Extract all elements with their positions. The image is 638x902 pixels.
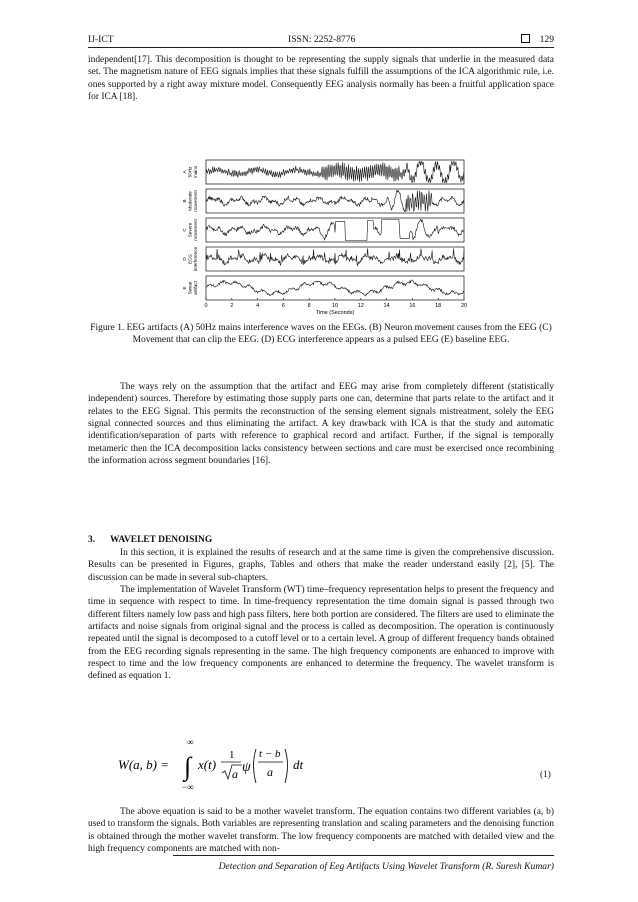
eeg-artifacts-figure <box>180 158 470 316</box>
eq-integral: ∫ <box>184 752 192 781</box>
eeg-panel-c <box>182 218 464 242</box>
panel-label-line1: Moderate <box>187 191 193 211</box>
panel-letter: C <box>182 228 187 232</box>
panel-label-line1: Severe <box>187 222 193 238</box>
section-title: WAVELET DENOISING <box>110 535 213 545</box>
footer-rule <box>173 855 554 856</box>
panel-label-line1: Sweat <box>187 281 193 295</box>
eeg-panel-d <box>182 246 464 271</box>
eq-lower-limit: −∞ <box>182 782 194 792</box>
paragraph-mother-wavelet: The above equation is said to be a mother wavelet transform. The equation contains two different variables (a, b) used to transform the signals. Both variables are representing translation and scaling parameters and the denoising function is obtained through the mother wavelet transform. The low frequency components are matched with detailed view and the high frequency components are matched with non- <box>88 807 554 855</box>
x-tick-label: 14 <box>383 303 390 309</box>
panel-label-line2: movement <box>193 190 198 212</box>
x-tick-label: 8 <box>307 303 311 309</box>
panel-label <box>182 246 198 271</box>
panel-letter: A <box>182 170 187 174</box>
eeg-trace-c <box>206 220 464 241</box>
panel-letter: E <box>182 286 187 290</box>
eq-right-paren <box>285 749 288 783</box>
eq-psi: ψ <box>242 760 251 775</box>
eeg-trace-a <box>206 162 464 183</box>
section-number: 3. <box>88 535 96 545</box>
equation-number: (1) <box>540 770 551 780</box>
x-tick-label: 6 <box>281 303 285 309</box>
x-tick-label: 10 <box>331 303 339 309</box>
eq-lhs: W(a, b) = <box>118 757 170 772</box>
eeg-panel-b <box>182 189 464 213</box>
header-rule <box>88 47 554 48</box>
x-tick-label: 4 <box>256 303 260 309</box>
eq-t-minus-b: t − b <box>259 748 281 760</box>
figure-caption: Figure 1. EEG artifacts (A) 50Hz mains interference waves on the EEGs. (B) Neuron movement causes from the EEG (C) Movement that can clip the EEG. (D) ECG interference appears as a pulsed EEG (E) baseline EEG. <box>90 323 552 346</box>
eq-one: 1 <box>229 749 235 761</box>
x-axis-label: Time (Seconds) <box>315 310 355 316</box>
x-tick-label: 0 <box>204 303 208 309</box>
checkbox-square-icon <box>521 34 530 43</box>
eeg-panel-a <box>182 160 464 184</box>
x-tick-label: 2 <box>230 303 234 309</box>
paragraph-ica: The ways rely on the assumption that the artifact and EEG may arise from completely different (statistically independent) sources. Therefore by estimating those supply parts one can, determine that parts relate to the artifact and it relates to the EEG Signal. This permits the reconstruction of the sensing element signals mistreatment, solely the EEG signal connected sources and thus eliminating the artifact. A key drawback with ICA is that the study and automatic identification/separation of parts with reference to graphical record and artifact. Further, if the signal is temporally metameric then the ICA decomposition lacks consistency between sections and care must be exercised once recombining the information across segment boundaries [16]. <box>88 382 554 467</box>
journal-name: IJ-ICT <box>88 34 114 45</box>
eq-dt: dt <box>293 757 304 772</box>
x-tick-label: 18 <box>435 303 442 309</box>
eeg-trace-d <box>206 249 464 266</box>
panel-label-line1: 50Hz <box>187 166 193 178</box>
eq-sqrt-a: a <box>232 767 238 781</box>
panel-label <box>182 280 198 295</box>
x-tick-label: 12 <box>357 303 364 309</box>
paragraph-results: In this section, it is explained the results of research and at the same time is given the comprehensive discussion. Results can be presented in Figures, graphs, Tables and others that make the reader understand easily [2], [5]. The discussion can be made in several sub-chapters. <box>88 548 554 583</box>
panel-label <box>182 165 198 178</box>
eq-xt: x(t) <box>198 757 217 772</box>
page-number-block <box>521 34 554 45</box>
intro-paragraph: independent[17]. This decomposition is thought to be representing the supply signals that underlie in the measured data set. The magnetism nature of EEG signals implies that these signals fulfill the assumptions of the ICA algorithmic rule, i.e. ones supported by a right away mixture model. Consequently EEG analysis normally has been a fruitful application space for ICA [18]. <box>88 55 554 103</box>
panel-frame <box>206 276 464 300</box>
panel-label-line2: interference <box>193 246 198 272</box>
x-tick-label: 16 <box>409 303 416 309</box>
eq-left-paren <box>254 749 257 783</box>
wavelet-equation <box>118 735 304 795</box>
panel-label-line1: ECG <box>187 254 193 264</box>
panel-label <box>182 219 198 241</box>
panel-label <box>182 190 198 212</box>
panel-letter: B <box>182 199 187 203</box>
panel-label-line2: artifact <box>193 281 198 295</box>
eeg-panel-e <box>182 276 464 300</box>
x-tick-label: 20 <box>460 303 468 309</box>
eq-upper-limit: ∞ <box>187 737 194 747</box>
panel-label-line2: mains <box>193 165 198 179</box>
panel-label-line2: movement <box>193 219 198 241</box>
section-heading <box>88 535 212 545</box>
panel-letter: D <box>182 257 187 261</box>
page-number: 129 <box>539 34 554 45</box>
issn: ISSN: 2252-8776 <box>288 34 356 45</box>
running-footer: Detection and Separation of Eeg Artifacts Using Wavelet Transform (R. Suresh Kumar) <box>218 861 554 872</box>
paragraph-wavelet: The implementation of Wavelet Transform (WT) time–frequency representation helps to present the frequency and time in sequence with respect to time. In time-frequency representation the time domain signal is passed through two different filters namely low pass and high pass filters, here both portion are considered. The filters are used to eliminate the artifacts and noise signals from original signal and the process is called as decomposition. The operation is continuously repeated until the signal is decomposed to a cutoff level or to a certain level. A group of different frequency bands obtained from the EEG recording signals representing in the same. The high frequency components are enhanced to improve with respect to time and the low frequency components are enhanced to determine the frequency. The wavelet transform is defined as equation 1. <box>88 585 554 682</box>
eeg-trace-e <box>206 280 464 296</box>
eq-denom-a: a <box>267 765 273 779</box>
eeg-trace-b <box>206 191 464 212</box>
